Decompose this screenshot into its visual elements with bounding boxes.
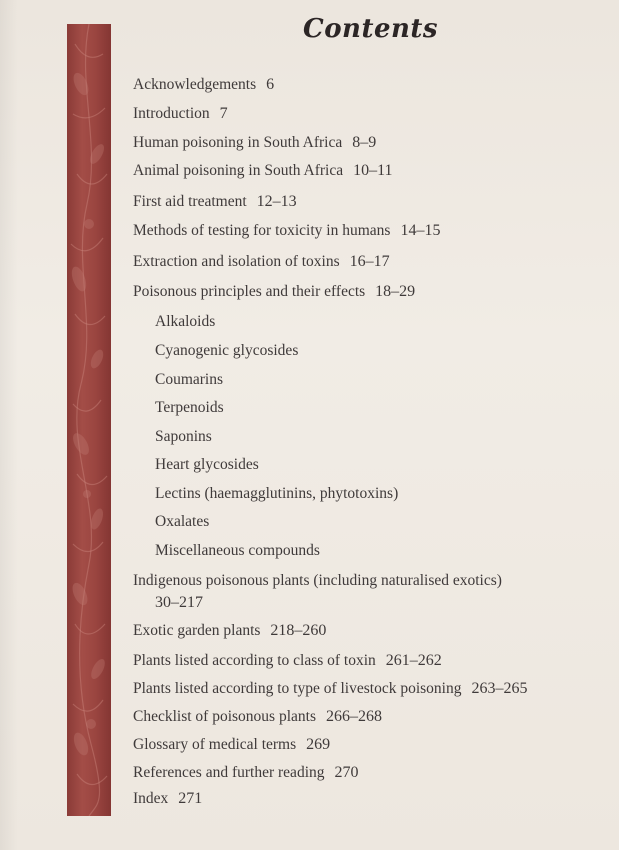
page-edge-shadow: [0, 0, 18, 850]
toc-entry: [133, 680, 527, 698]
toc-entry-pages: 266–268: [325, 708, 382, 725]
toc-entry-label: Extraction and isolation of toxins: [133, 253, 340, 270]
page-title: Contents: [303, 14, 439, 44]
toc-entry: [133, 283, 415, 301]
toc-entry: [133, 790, 202, 808]
toc-entry-pages: 30–217: [155, 594, 203, 611]
toc-subentry: [155, 456, 259, 474]
toc-entry-label: Cyanogenic glycosides: [155, 342, 299, 359]
toc-entry-label: Exotic garden plants: [133, 622, 261, 639]
toc-entry-pages: 16–17: [349, 253, 390, 270]
toc-entry-label: Alkaloids: [155, 313, 216, 330]
toc-subentry: [155, 371, 223, 389]
toc-entry: [133, 162, 393, 180]
botanical-pattern-icon: [67, 24, 111, 816]
toc-entry-label: Heart glycosides: [155, 456, 259, 473]
decorative-botanical-band: [67, 24, 111, 816]
toc-entry-label: Methods of testing for toxicity in humans: [133, 222, 391, 239]
toc-entry-pages: 261–262: [385, 652, 442, 669]
toc-entry-label: Indigenous poisonous plants (including naturalised exotics): [133, 572, 502, 589]
toc-entry-label: Lectins (haemagglutinins, phytotoxins): [155, 485, 399, 502]
toc-entry-label: First aid treatment: [133, 193, 247, 210]
toc-entry-label: Animal poisoning in South Africa: [133, 162, 344, 179]
toc-entry-pages: 14–15: [400, 222, 441, 239]
toc-entry-label: Coumarins: [155, 371, 224, 388]
toc-entry-label: Checklist of poisonous plants: [133, 708, 316, 725]
toc-entry: [133, 222, 440, 240]
toc-entry-pages: 271: [178, 790, 203, 807]
toc-entry: [133, 572, 502, 590]
toc-entry-pages: 10–11: [353, 162, 393, 179]
toc-entry-pages-wrapped: [155, 594, 203, 612]
toc-entry: [133, 134, 376, 152]
toc-subentry: [155, 485, 398, 503]
toc-entry: [133, 193, 297, 211]
toc-entry-label: Human poisoning in South Africa: [133, 134, 343, 151]
toc-entry: [133, 253, 390, 271]
toc-subentry: [155, 542, 320, 560]
toc-entry-label: Acknowledgements: [133, 76, 257, 93]
toc-entry-label: Poisonous principles and their effects: [133, 283, 366, 300]
toc-entry-label: Index: [133, 790, 169, 807]
toc-subentry: [155, 428, 212, 446]
toc-entry-label: Terpenoids: [155, 399, 224, 416]
toc-entry-label: Oxalates: [155, 513, 210, 530]
toc-subentry: [155, 342, 298, 360]
toc-entry-pages: 269: [306, 736, 331, 753]
toc-entry-label: Glossary of medical terms: [133, 736, 297, 753]
toc-subentry: [155, 313, 215, 331]
toc-entry-pages: 7: [219, 105, 228, 122]
toc-entry-pages: 12–13: [256, 193, 297, 210]
toc-subentry: [155, 513, 209, 531]
toc-entry-label: Plants listed according to class of toxin: [133, 652, 376, 669]
toc-entry-pages: 18–29: [375, 283, 416, 300]
toc-entry: [133, 105, 228, 123]
toc-entry: [133, 652, 442, 670]
toc-entry-label: Saponins: [155, 428, 212, 445]
toc-entry-pages: 263–265: [471, 680, 528, 697]
toc-entry-label: Miscellaneous compounds: [155, 542, 320, 559]
toc-entry-label: References and further reading: [133, 764, 325, 781]
toc-entry-pages: 270: [334, 764, 359, 781]
toc-entry: [133, 736, 330, 754]
toc-subentry: [155, 399, 224, 417]
toc-entry-label: Introduction: [133, 105, 210, 122]
toc-entry: [133, 76, 274, 94]
toc-entry: [133, 622, 326, 640]
toc-entry: [133, 764, 359, 782]
toc-entry-label: Plants listed according to type of livestock poisoning: [133, 680, 462, 697]
toc-entry-pages: 218–260: [270, 622, 327, 639]
toc-entry-pages: 8–9: [352, 134, 377, 151]
toc-entry-pages: 6: [266, 76, 275, 93]
toc-entry: [133, 708, 382, 726]
